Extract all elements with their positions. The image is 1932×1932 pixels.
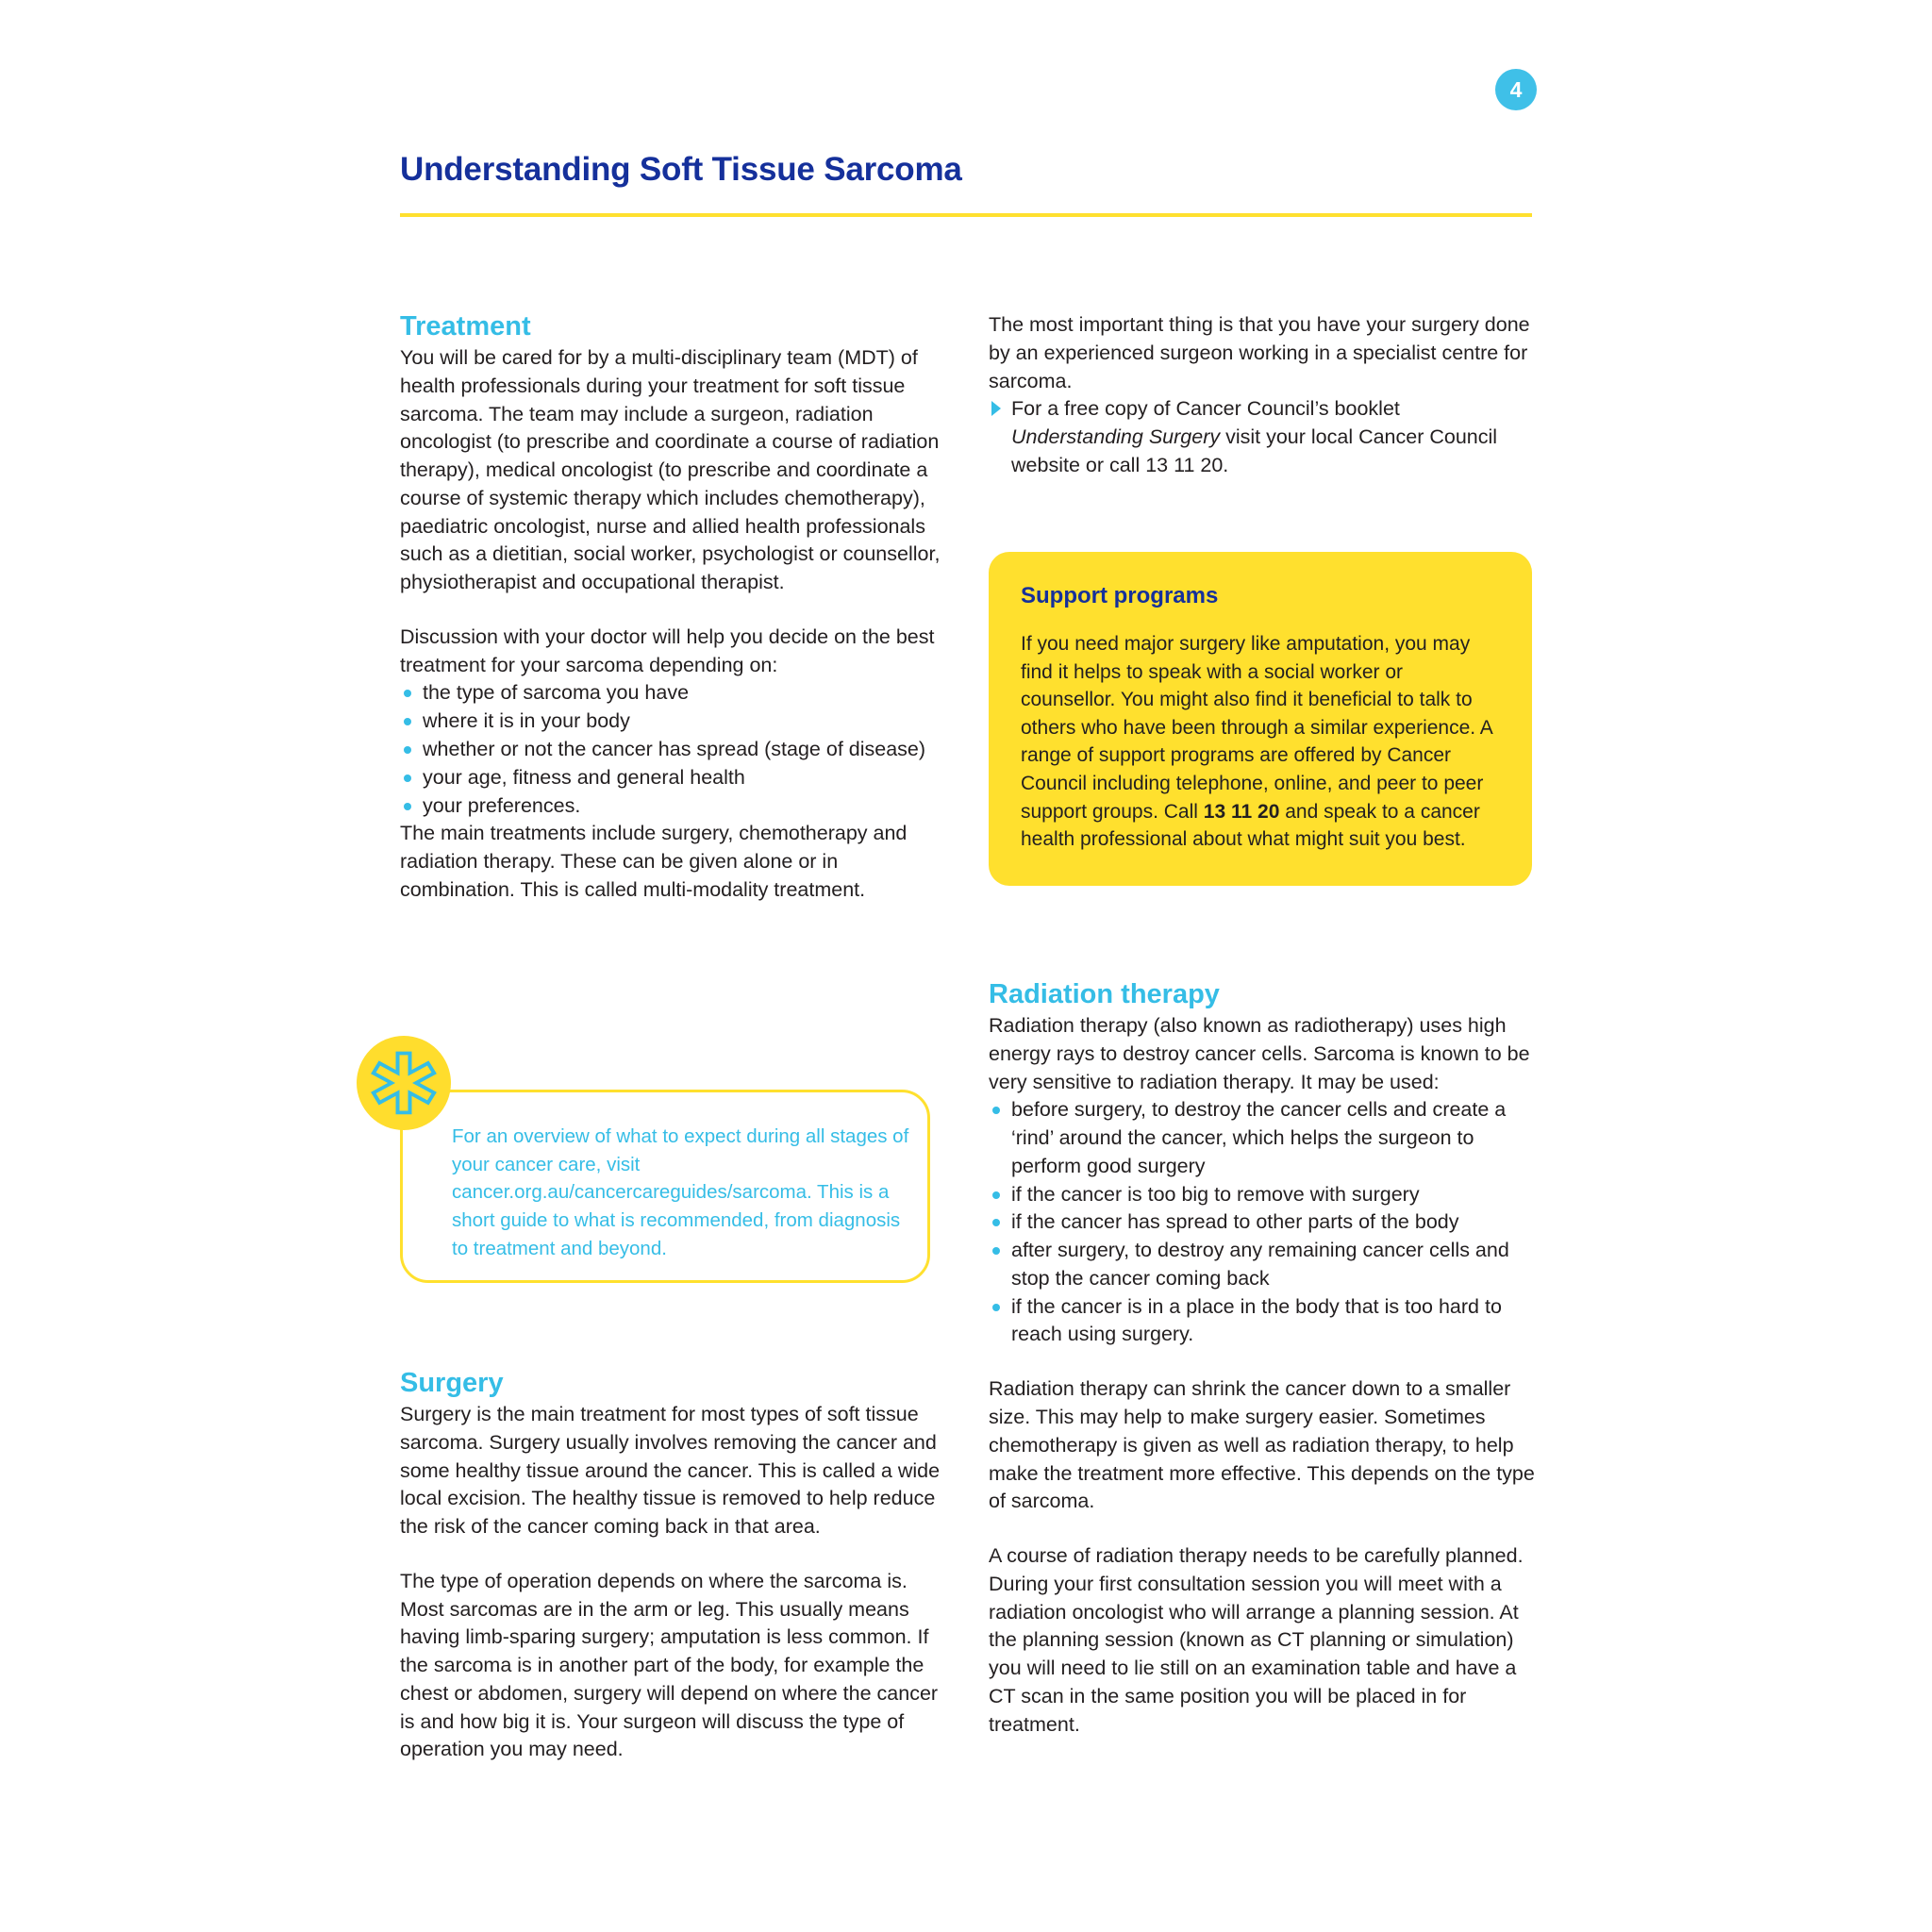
left-column — [400, 311, 947, 905]
bullet-dot-icon — [992, 1219, 1000, 1226]
surgery-paragraph-1: Surgery is the main treatment for most types of soft tissue sarcoma. Surgery usually involves removing the cancer and some healthy tissue around the cancer. This is called a wide local excision. The healthy tissue is removed to help reduce the risk of the cancer coming back in that area. — [400, 1403, 941, 1539]
radiation-paragraph-3: A course of radiation therapy needs to be carefully planned. During your first consultation session you will meet with a radiation oncologist who will arrange a planning session. At the planning session (known as CT planning or simulation) you will need to lie still on an examination table and have a CT scan in the same position you will be placed in for treatment. — [989, 1544, 1524, 1736]
list-item-label: where it is in your body — [423, 709, 630, 733]
support-programs-box — [989, 552, 1532, 886]
list-item-label: before surgery, to destroy the cancer cells and create a ‘rind’ around the cancer, which helps the surgeon to perform good surgery — [1011, 1098, 1507, 1177]
support-phone-number: 13 11 20 — [1203, 800, 1280, 823]
list-item — [400, 792, 947, 821]
list-item — [989, 1181, 1536, 1209]
support-text-part-1: If you need major surgery like amputation, you may find it helps to speak with a social worker or counsellor. You might also find it beneficial to talk to others who have been through a similar experience. A range of support programs are offered by Cancer Council including telephone, online, and peer to peer support groups. Call — [1021, 633, 1492, 823]
bullet-dot-icon — [992, 1304, 1000, 1311]
tip-callout-text: For an overview of what to expect during all stages of your cancer care, visit cancer.org.au/cancercareguides/sarcoma. This is a short guide to what is recommended, from diagnosis to treatment and beyond. — [452, 1125, 909, 1259]
booklet-title: Understanding Surgery — [1011, 425, 1221, 449]
list-item — [989, 395, 1536, 479]
list-item-label: if the cancer is too big to remove with surgery — [1011, 1182, 1420, 1206]
list-item — [989, 1208, 1536, 1237]
support-programs-heading: Support programs — [1021, 583, 1219, 608]
page-title: Understanding Soft Tissue Sarcoma — [400, 151, 962, 188]
list-item — [400, 736, 947, 764]
list-item-label: after surgery, to destroy any remaining cancer cells and stop the cancer coming back — [1011, 1239, 1509, 1290]
list-item — [989, 1293, 1536, 1350]
list-item — [400, 764, 947, 792]
radiation-bullet-list — [989, 1096, 1536, 1349]
list-item-label: the type of sarcoma you have — [423, 681, 690, 705]
list-item-label: your preferences. — [423, 793, 581, 817]
radiation-paragraph-1: Radiation therapy (also known as radiotherapy) uses high energy rays to destroy cancer cells. Sarcoma is known to be very sensitive to radiation therapy. It may be used: — [989, 1014, 1530, 1093]
heading-treatment: Treatment — [400, 311, 531, 341]
list-item — [400, 679, 947, 708]
treatment-paragraph-2: Discussion with your doctor will help you decide on the best treatment for your sarcoma depending on: — [400, 625, 935, 676]
bullet-dot-icon — [992, 1191, 1000, 1199]
list-item-label: if the cancer has spread to other parts of the body — [1011, 1210, 1459, 1234]
bullet-dot-icon — [404, 690, 411, 697]
list-item-label: if the cancer is in a place in the body that is too hard to reach using surgery. — [1011, 1294, 1502, 1346]
tip-callout-box — [400, 1090, 930, 1283]
treatment-bullet-list — [400, 679, 947, 820]
heading-radiation-therapy: Radiation therapy — [989, 979, 1220, 1009]
treatment-paragraph-1: You will be cared for by a multi-disciplinary team (MDT) of health professionals during your treatment for soft tissue sarcoma. The team may include a surgeon, radiation oncologist (to prescribe and coordinate a course of radiation therapy), medical oncologist (to prescribe and coordinate a course of systemic therapy which includes chemotherapy), paediatric oncologist, nurse and allied health professionals such as a dietitian, social worker, psychologist or counsellor, physiotherapist and occupational therapist. — [400, 346, 941, 594]
support-text-part-2: and speak to a cancer health professional about what might suit you best. — [1021, 800, 1480, 851]
list-item — [989, 1237, 1536, 1293]
arrow-item-text-before: For a free copy of Cancer Council’s booklet — [1011, 397, 1400, 421]
title-divider — [400, 213, 1532, 217]
bullet-dot-icon — [992, 1107, 1000, 1114]
asterisk-icon — [357, 1036, 451, 1130]
list-item-label: whether or not the cancer has spread (stage of disease) — [423, 738, 926, 760]
treatment-paragraph-3: The main treatments include surgery, chemotherapy and radiation therapy. These can be given alone or in combination. This is called multi-modality treatment. — [400, 822, 908, 901]
right-column — [989, 311, 1536, 480]
surgery-paragraph-2: The type of operation depends on where the sarcoma is. Most sarcomas are in the arm or leg. This usually means having limb-sparing surgery; amputation is less common. If the sarcoma is in another part of the body, for example the chest or abdomen, surgery will depend on where the cancer is and how big it is. Your surgeon will discuss the type of operation you may need. — [400, 1569, 939, 1761]
heading-surgery: Surgery — [400, 1368, 504, 1398]
radiation-therapy-section — [989, 979, 1536, 1739]
page-number-badge: 4 — [1495, 69, 1537, 110]
chevron-right-icon — [991, 401, 1001, 416]
list-item — [400, 708, 947, 736]
list-item — [989, 1096, 1536, 1180]
list-item-label: your age, fitness and general health — [423, 765, 745, 789]
bullet-dot-icon — [404, 746, 411, 754]
booklet-arrow-list — [989, 395, 1536, 479]
surgery-section — [400, 1368, 947, 1764]
bullet-dot-icon — [404, 718, 411, 725]
right-intro-paragraph: The most important thing is that you have your surgery done by an experienced surgeon working in a specialist centre for sarcoma. — [989, 313, 1530, 392]
radiation-paragraph-2: Radiation therapy can shrink the cancer down to a smaller size. This may help to make surgery easier. Sometimes chemotherapy is given as well as radiation therapy, to help make the treatment more effective. This depends on the type of sarcoma. — [989, 1377, 1535, 1513]
bullet-dot-icon — [992, 1247, 1000, 1255]
support-programs-text — [1021, 630, 1500, 854]
bullet-dot-icon — [404, 803, 411, 810]
bullet-dot-icon — [404, 774, 411, 782]
arrow-item-text-after: visit your local Cancer Council website or call 13 11 20. — [1011, 425, 1498, 476]
